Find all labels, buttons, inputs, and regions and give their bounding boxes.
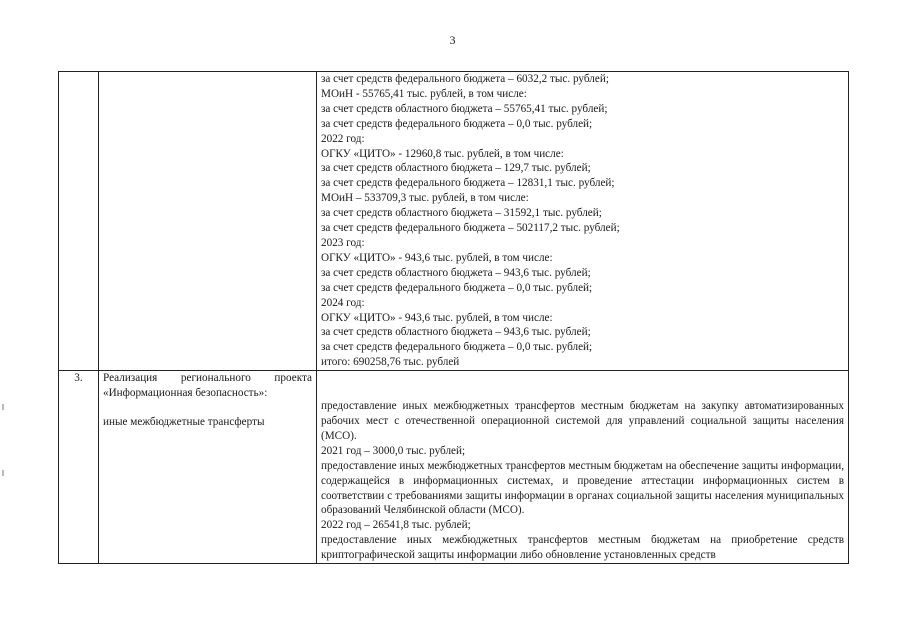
paragraph-2: предоставление иных межбюджетных трансфертов местным бюджетам на обеспечение защиты информации, содержащейся в информационных системах, и проведение аттестации информационных систем в соответствии с требованиями защиты информации в органах социальной защиты населения муниципальных образований Челябинской области (МСО).: [321, 459, 844, 517]
funding-line: за счет средств областного бюджета – 55765,41 тыс. рублей;: [321, 102, 608, 115]
project-name: Реализация регионального проекта «Информационная безопасность»:: [103, 372, 312, 400]
paragraph-3: предоставление иных межбюджетных трансфертов местным бюджетам на приобретение средств криптографической защиты информации либо обновление установленных средств: [321, 534, 844, 562]
paragraph-1: предоставление иных межбюджетных трансфертов местным бюджетам на закупку автоматизированных рабочих мест с отечественной операционной системой для управлений социальной защиты населения (МСО).: [321, 400, 844, 442]
row-description-cell: [317, 371, 849, 564]
funding-line: МОиН - 55765,41 тыс. рублей, в том числе:: [321, 87, 527, 100]
project-sub-name: иные межбюджетные трансферты: [103, 415, 265, 428]
funding-line: МОиН – 533709,3 тыс. рублей, в том числе:: [321, 192, 529, 205]
table-row-continuation: [59, 72, 849, 371]
funding-line: 2024 год:: [321, 296, 365, 309]
budget-table: [58, 71, 849, 564]
funding-lines: [321, 72, 844, 370]
funding-line: за счет средств областного бюджета – 129,7 тыс. рублей;: [321, 162, 591, 175]
funding-line: за счет средств федерального бюджета – 0,0 тыс. рублей;: [321, 341, 593, 354]
row-number-cell: 3.: [59, 371, 99, 564]
funding-line: 2022 год:: [321, 132, 365, 145]
funding-line: за счет средств федерального бюджета – 6032,2 тыс. рублей;: [321, 73, 609, 85]
funding-line: за счет средств федерального бюджета – 12831,1 тыс. рублей;: [321, 177, 615, 190]
scan-artifact: [2, 404, 4, 410]
funding-line: за счет средств областного бюджета – 943,6 тыс. рублей;: [321, 266, 591, 279]
funding-line: итого: 690258,76 тыс. рублей: [321, 356, 460, 369]
funding-line: за счет средств областного бюджета – 31592,1 тыс. рублей;: [321, 207, 602, 220]
funding-line: за счет средств федерального бюджета – 502117,2 тыс. рублей;: [321, 222, 620, 235]
funding-line: за счет средств федерального бюджета – 0,0 тыс. рублей;: [321, 117, 593, 130]
funding-line: 2023 год:: [321, 236, 365, 249]
funding-line: за счет средств областного бюджета – 943,6 тыс. рублей;: [321, 326, 591, 339]
funding-line: ОГКУ «ЦИТО» - 943,6 тыс. рублей, в том числе:: [321, 311, 553, 324]
amount-2: 2022 год – 26541,8 тыс. рублей;: [321, 519, 471, 532]
row-name-cell: [99, 72, 317, 371]
row-description-cell: [317, 72, 849, 371]
page-number: 3: [449, 33, 456, 47]
scan-artifact: [2, 470, 4, 476]
amount-1: 2021 год – 3000,0 тыс. рублей;: [321, 444, 466, 457]
funding-line: за счет средств федерального бюджета – 0,0 тыс. рублей;: [321, 281, 593, 294]
row-name-cell: [99, 371, 317, 564]
funding-line: ОГКУ «ЦИТО» - 943,6 тыс. рублей, в том числе:: [321, 251, 553, 264]
table-row-project: [59, 371, 849, 564]
row-number-cell: [59, 72, 99, 371]
funding-line: ОГКУ «ЦИТО» - 12960,8 тыс. рублей, в том числе:: [321, 147, 564, 160]
